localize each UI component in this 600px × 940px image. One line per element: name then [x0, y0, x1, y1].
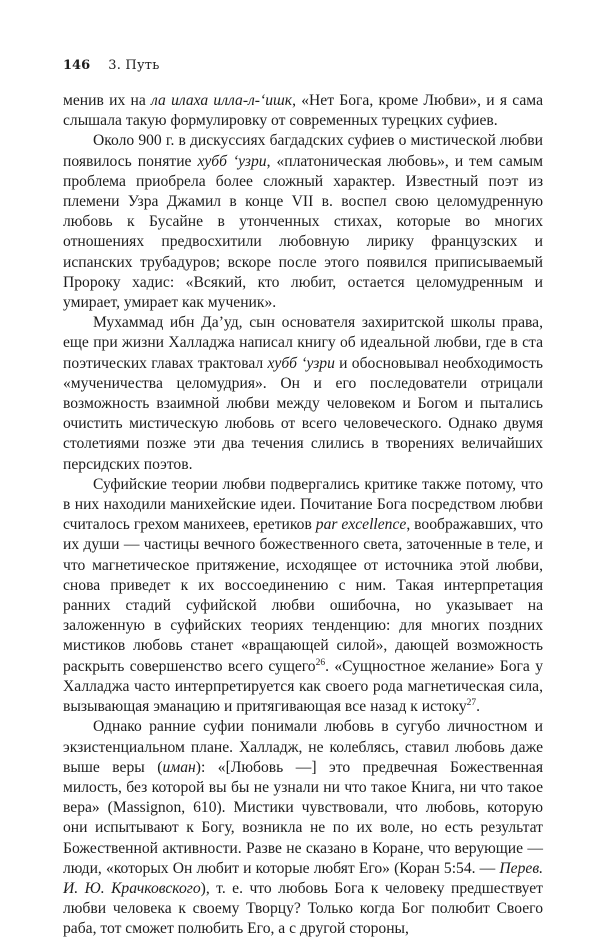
italic-text: par excellence — [315, 516, 407, 534]
text-run: . «Сущностное желание» Бога у Халладжа часто интерпретируется как своего рода магнетическая сила, вызывающая эманацию и притягивающая все назад к истоку — [63, 657, 543, 716]
text-run: Мухаммад ибн Да’уд, сын основателя захиритской школы права, еще при жизни Халладжа написал книгу об идеальной любви, где в ста поэтических главах трактовал — [63, 314, 543, 372]
footnote-marker: 26 — [315, 657, 326, 668]
text-run: менив их на — [63, 92, 152, 109]
text-run: ), т. е. что любовь Бога к человеку предшествует любви человека к своему Творцу? Только когда Бог полюбит Своего раба, тот сможет полюбить Его, а с другой стороны, — [63, 879, 543, 938]
paragraph — [63, 313, 543, 475]
paragraph — [63, 717, 543, 939]
italic-text: иман — [162, 758, 196, 776]
italic-text: хубб ‘узри — [197, 152, 267, 170]
italic-text: ла илаха илла-л-‘ишк — [151, 92, 293, 109]
text-run: , «платоническая любовь», и тем самым проблема приобрела более сложный характер. Известный поэт из племени Узра Джамил в конце VII в. воспел свою целомудренную любовь к Бусайне в утонченных стихах, которые во многих отношениях предвосхитили любовную лирику французских и испанских трубадуров; вскоре после этого появился приписываемый Пророку хадис: «Всякий, кто любит, остается целомудренным и умирает, умирает как мученик». — [63, 152, 543, 312]
running-header — [63, 58, 159, 73]
text-run: ): «[Любовь —] это предвечная Божественная милость, без которой вы бы не узнали ни что такое Книга, ни что такое вера» (Massignon, 610). Мистики чувствовали, что любовь, которую они испытывают к Богу, возникла не по их воле, но есть результат Божественной активности. Разве не сказано в Коране, что верующие — люди, «которых Он любит и которые любят Его» (Коран 5:54. — — [63, 758, 543, 877]
text-run: , «Нет Бога, кроме Любви», и я сама слышала такую формулировку от современных турецких суфиев. — [63, 92, 543, 130]
text-run: и обосновывал необходимость «мученичества целомудрия». Он и его последователи отрицали возможность взаимной любви между человеком и Богом и пытались очистить мистическую любовь от всего человеческого. Однако двумя столетиями позже эти два течения слились в творениях величайших персидских поэтов. — [63, 354, 543, 473]
text-run: Около 900 г. в дискуссиях багдадских суфиев о мистической любви появилось понятие — [63, 132, 543, 170]
running-title: 3. Путь — [108, 58, 160, 73]
paragraph — [63, 475, 543, 717]
paragraph — [63, 91, 543, 131]
body-text — [63, 91, 543, 940]
italic-text: хубб ‘узри — [267, 354, 335, 372]
text-run: . — [476, 698, 481, 716]
text-run: Суфийские теории любви подвергались критике также потому, что в них находили манихейские идеи. Почитание Бога посредством любви считалось грехом манихеев, еретиков — [63, 475, 543, 534]
text-run: , воображавших, что их души — частицы вечного божественного света, заточенные в теле, и что магнетическое притяжение, исходящее от источника этой любви, снова приведет к их воссоединению с ним. Такая интерпретация ранних стадий суфийской любви ошибочна, но указывает на заложенную в суфийских теориях тенденцию: для многих поздних мистиков любовь станет «вращающей силой», дающей возможность раскрыть совершенство всего сущего — [63, 516, 543, 675]
italic-text: Перев. И. Ю. Крачковского — [63, 859, 543, 897]
paragraph — [63, 131, 543, 313]
footnote-marker: 27 — [466, 697, 477, 708]
page-number: 146 — [63, 58, 91, 73]
text-run: Однако ранние суфии понимали любовь в сугубо личностном и экзистенциальном плане. Халладж, не колеблясь, ставил любовь даже выше веры ( — [63, 718, 543, 776]
